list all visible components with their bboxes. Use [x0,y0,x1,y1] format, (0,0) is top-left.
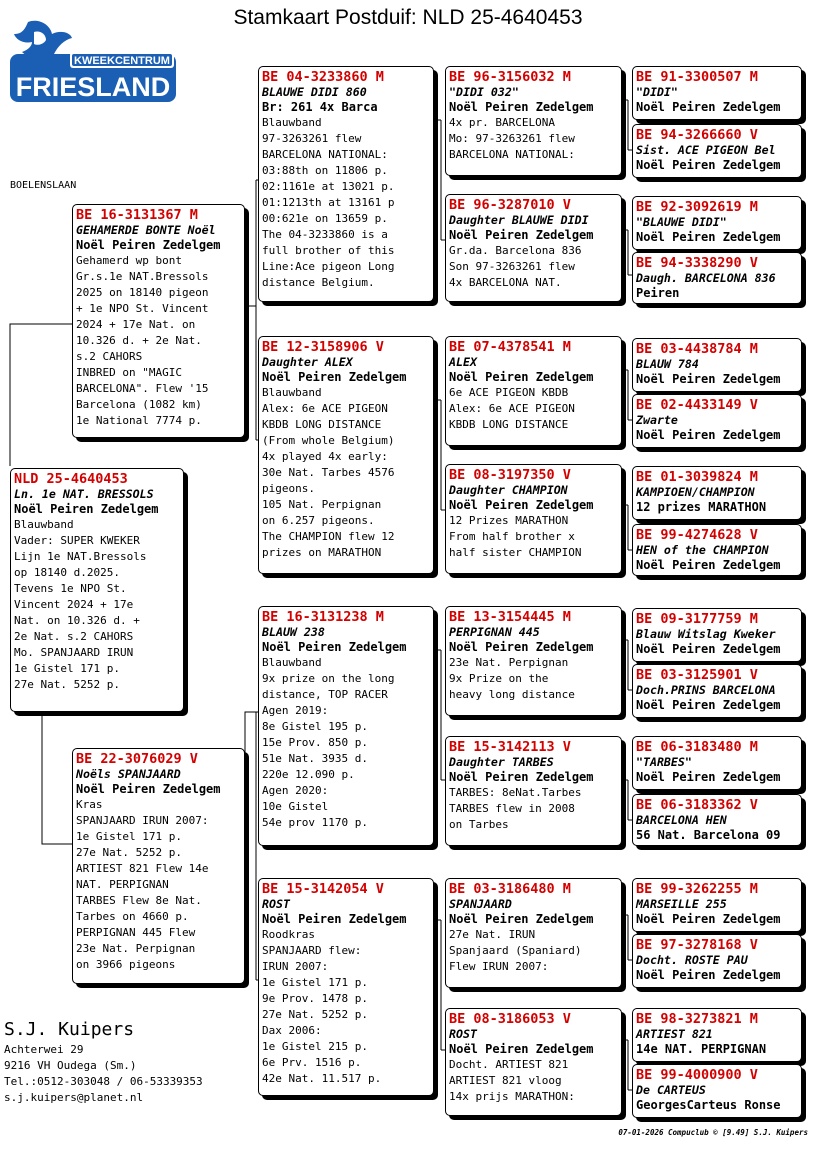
info-line: Vader: SUPER KWEKER [14,534,140,547]
info-line: KBDB LONG DISTANCE [262,418,382,431]
breeder: Noël Peiren Zedelgem [636,912,781,926]
info-line: full brother of this [262,244,395,257]
pigeon-card-g5[interactable] [632,338,802,392]
info-line: on 3966 pigeons [76,958,176,971]
info-line: (From whole Belgium) [262,434,395,447]
breeder: Noël Peiren Zedelgem [636,100,781,114]
info-line: Lijn 1e NAT.Bressols [14,550,147,563]
info-line: Nat. on 10.326 d. + [14,614,140,627]
info-line: From half brother x [449,530,575,543]
ring-number: BE 16-3131238 M [262,609,384,625]
info-line: Blauwband [262,656,322,669]
logo-line2: FRIESLAND [15,72,171,102]
pigeon-name: HEN of the CHAMPION [636,543,769,557]
info-line: Vincent 2024 + 17e [14,598,134,611]
pigeon-name: Ln. 1e NAT. BRESSOLS [14,487,154,501]
info-line: pigeons. [262,482,315,495]
ring-number: BE 96-3156032 M [449,69,571,85]
info-line: 03:88th on 11806 p. [262,164,388,177]
info-line: prizes on MARATHON [262,546,382,559]
info-line: Blauwband [14,518,74,531]
ring-number: BE 08-3186053 V [449,1011,571,1027]
ring-number: BE 03-3186480 M [449,881,571,897]
info-line: 02:1161e at 13021 p. [262,180,395,193]
pigeon-name: Daughter ALEX [262,355,353,369]
ring-number: BE 02-4433149 V [636,397,758,413]
info-line: 9x prize on the long [262,672,395,685]
ring-number: BE 06-3183480 M [636,739,758,755]
info-line: 51e Nat. 3935 d. [262,752,368,765]
ring-number: BE 96-3287010 V [449,197,571,213]
info-line: Dax 2006: [262,1024,322,1037]
pigeon-card-g10[interactable] [632,664,802,718]
info-line: The CHAMPION flew 12 [262,530,395,543]
breeder: Noël Peiren Zedelgem [262,912,407,926]
info-line: 8e Gistel 195 p. [262,720,368,733]
info-line: 4x played 4x early: [262,450,388,463]
breeder: Noël Peiren Zedelgem [636,372,781,386]
pigeon-card-g3[interactable] [632,196,802,250]
kweekcentrum-friesland-logo [10,16,176,102]
ring-number: BE 98-3273821 M [636,1011,758,1027]
ring-number: BE 16-3131367 M [76,207,198,223]
pigeon-name: GEHAMERDE BONTE Noël [76,223,216,237]
info-line: distance, TOP RACER [262,688,388,701]
info-line: Agen 2019: [262,704,329,717]
info-line: Mo: 97-3263261 flew [449,132,575,145]
breeder: Peiren [636,286,680,300]
pigeon-name: De CARTEUS [636,1083,706,1097]
ring-number: BE 08-3197350 V [449,467,571,483]
info-line: 54e prov 1170 p. [262,816,368,829]
pigeon-card-mother[interactable] [72,748,245,984]
info-line: TARBES: 8eNat.Tarbes [449,786,582,799]
breeder: Noël Peiren Zedelgem [636,428,781,442]
pigeon-card-fmm[interactable] [445,464,622,574]
info-line: 23e Nat. Perpignan [76,942,196,955]
info-line: Tevens 1e NPO St. [14,582,127,595]
pigeon-card-mm[interactable] [258,878,434,1096]
info-line: s.2 CAHORS [76,350,143,363]
pigeon-name: Blauw Witslag Kweker [636,627,776,641]
breeder: Noël Peiren Zedelgem [636,158,781,172]
owner-email[interactable]: s.j.kuipers@planet.nl [4,1091,144,1104]
breeder: GeorgesCarteus Ronse [636,1098,781,1112]
info-line: Kras [76,798,103,811]
info-line: 1e Gistel 171 p. [76,830,182,843]
pigeon-card-mmf[interactable] [445,878,622,988]
pigeon-name: Daugh. BARCELONA 836 [636,271,776,285]
pigeon-name: MARSEILLE 255 [636,897,727,911]
owner-name: S.J. Kuipers [4,1019,135,1040]
breeder: Noël Peiren Zedelgem [76,782,221,796]
owner-city: 9216 VH Oudega (Sm.) [4,1059,137,1072]
info-line: Gr.s.1e NAT.Bressols [76,270,209,283]
owner-phone: Tel.:0512-303048 / 06-53339353 [4,1075,203,1088]
info-line: 30e Nat. Tarbes 4576 [262,466,395,479]
pigeon-name: PERPIGNAN 445 [449,625,540,639]
info-line: 2024 + 17e Nat. on [76,318,196,331]
breeder: Noël Peiren Zedelgem [636,558,781,572]
pigeon-name: ALEX [449,355,477,369]
footer-credit: 07-01-2026 Compuclub © [9.49] S.J. Kuipers [618,1128,808,1137]
breeder: Noël Peiren Zedelgem [449,912,594,926]
pigeon-name: ROST [262,897,290,911]
breeder: Noël Peiren Zedelgem [449,1042,594,1056]
pigeon-card-g12[interactable] [632,794,802,846]
ring-number: BE 07-4378541 M [449,339,571,355]
ring-number: BE 01-3039824 M [636,469,758,485]
info-line: 23e Nat. Perpignan [449,656,569,669]
ring-number: BE 04-3233860 M [262,69,384,85]
pigeon-name: BLAUW 238 [262,625,325,639]
info-line: 1e Gistel 171 p. [262,976,368,989]
ring-number: BE 06-3183362 V [636,797,758,813]
ring-number: BE 92-3092619 M [636,199,758,215]
pigeon-name: Zwarte [636,413,678,427]
info-line: TARBES flew in 2008 [449,802,575,815]
info-line: Tarbes on 4660 p. [76,910,189,923]
info-line: Alex: 6e ACE PIGEON [449,402,575,415]
breeder: Noël Peiren Zedelgem [636,968,781,982]
loft-label: BOELENSLAAN [10,180,77,191]
info-line: 12 Prizes MARATHON [449,514,569,527]
info-line: Blauwband [262,386,322,399]
pigeon-card-subject[interactable] [10,468,184,712]
breeder: Noël Peiren Zedelgem [76,238,221,252]
info-line: TARBES Flew 8e Nat. [76,894,202,907]
info-line: 1e Gistel 171 p. [14,662,120,675]
pigeon-card-ff[interactable] [258,66,434,302]
breeder: Noël Peiren Zedelgem [449,498,594,512]
breeder: Noël Peiren Zedelgem [449,228,594,242]
info-line: 4x pr. BARCELONA [449,116,555,129]
info-line: 97-3263261 flew [262,132,362,145]
ring-number: BE 97-3278168 V [636,937,758,953]
ring-number: BE 99-3262255 M [636,881,758,897]
info-line: 220e 12.090 p. [262,768,355,781]
pigeon-name: ARTIEST 821 [636,1027,713,1041]
info-line: 9x Prize on the [449,672,549,685]
breeder: Noël Peiren Zedelgem [449,100,594,114]
pigeon-name: "TARBES" [636,755,692,769]
info-line: heavy long distance [449,688,575,701]
info-line: 105 Nat. Perpignan [262,498,382,511]
pigeon-card-g6[interactable] [632,394,802,448]
logo-line1: KWEEKCENTRUM [74,55,170,67]
pigeon-card-g15[interactable] [632,1008,802,1062]
info-line: on Tarbes [449,818,509,831]
ring-number: BE 22-3076029 V [76,751,198,767]
ring-number: NLD 25-4640453 [14,471,128,487]
breeder: Noël Peiren Zedelgem [262,370,407,384]
ring-number: BE 94-3338290 V [636,255,758,271]
pigeon-name: SPANJAARD [449,897,512,911]
info-line: Barcelona (1082 km) [76,398,202,411]
pigeon-name: BLAUWE DIDI 860 [262,85,367,99]
pigeon-name: KAMPIOEN/CHAMPION [636,485,755,499]
info-line: Mo. SPANJAARD IRUN [14,646,134,659]
pigeon-name: Docht. ROSTE PAU [636,953,748,967]
info-line: 2025 on 18140 pigeon [76,286,209,299]
info-line: 10e Gistel [262,800,329,813]
ring-number: BE 15-3142054 V [262,881,384,897]
info-line: 27e Nat. 5252 p. [76,846,182,859]
info-line: 14x prijs MARATHON: [449,1090,575,1103]
pigeon-name: Doch.PRINS BARCELONA [636,683,776,697]
pigeon-card-g4[interactable] [632,252,802,304]
info-line: Blauwband [262,116,322,129]
pigeon-card-g13[interactable] [632,878,802,932]
info-line: Line:Ace pigeon Long [262,260,395,273]
breeder: 14e NAT. PERPIGNAN [636,1042,767,1056]
breeder: 56 Nat. Barcelona 09 [636,828,781,842]
ring-number: BE 91-3300507 M [636,69,758,85]
info-line: BARCELONA NATIONAL: [449,148,575,161]
ring-number: BE 12-3158906 V [262,339,384,355]
ring-number: BE 09-3177759 M [636,611,758,627]
info-line: Gr.da. Barcelona 836 [449,244,582,257]
info-line: ARTIEST 821 vloog [449,1074,562,1087]
info-line: Docht. ARTIEST 821 [449,1058,569,1071]
ring-number: BE 99-4274628 V [636,527,758,543]
pigeon-name: "DIDI" [636,85,678,99]
pigeon-name: "DIDI 032" [449,85,519,99]
pigeon-card-g8[interactable] [632,524,802,576]
info-line: Alex: 6e ACE PIGEON [262,402,388,415]
pigeon-card-g1[interactable] [632,66,802,120]
info-line: 15e Prov. 850 p. [262,736,368,749]
pigeon-card-g7[interactable] [632,466,802,520]
breeder: Noël Peiren Zedelgem [449,370,594,384]
info-line: 1e Gistel 215 p. [262,1040,368,1053]
pigeon-name: BLAUW 784 [636,357,699,371]
info-line: INBRED on "MAGIC [76,366,182,379]
pigeon-card-g14[interactable] [632,934,802,988]
pigeon-name: ROST [449,1027,477,1041]
ring-number: BE 94-3266660 V [636,127,758,143]
info-line: 00:621e on 13659 p. [262,212,388,225]
info-line: SPANJAARD flew: [262,944,362,957]
info-line: BARCELONA". Flew '15 [76,382,209,395]
info-line: 1e National 7774 p. [76,414,202,427]
pigeon-name: Daughter BLAUWE DIDI [449,213,589,227]
info-line: half sister CHAMPION [449,546,582,559]
pigeon-name: Daughter TARBES [449,755,554,769]
info-line: 4x BARCELONA NAT. [449,276,562,289]
pigeon-card-fm[interactable] [258,336,434,574]
info-line: PERPIGNAN 445 Flew [76,926,196,939]
info-line: + 1e NPO St. Vincent [76,302,209,315]
info-line: 27e Nat. 5252 p. [262,1008,368,1021]
owner-block [4,1018,203,1106]
info-line: 27e Nat. 5252 p. [14,678,120,691]
pigeon-name: "BLAUWE DIDI" [636,215,727,229]
info-line: BARCELONA NATIONAL: [262,148,388,161]
ring-number: BE 03-4438784 M [636,341,758,357]
pigeon-card-g9[interactable] [632,608,802,662]
info-line: on 6.257 pigeons. [262,514,375,527]
info-line: Roodkras [262,928,315,941]
breeder: Noël Peiren Zedelgem [636,770,781,784]
logo-graphic [10,16,176,102]
info-line: distance Belgium. [262,276,375,289]
pigeon-card-ffm[interactable] [445,194,622,302]
pigeon-card-g11[interactable] [632,736,802,790]
info-line: NAT. PERPIGNAN [76,878,169,891]
breeder: Noël Peiren Zedelgem [449,770,594,784]
info-line: 27e Nat. IRUN [449,928,536,941]
info-line: 6e ACE PIGEON KBDB [449,386,569,399]
breeder: Br: 261 4x Barca [262,100,378,114]
info-line: 2e Nat. s.2 CAHORS [14,630,134,643]
page-title: Stamkaart Postduif: NLD 25-4640453 [233,6,583,29]
breeder: Noël Peiren Zedelgem [449,640,594,654]
owner-street: Achterwei 29 [4,1043,84,1056]
pigeon-card-g2[interactable] [632,124,802,178]
pigeon-card-fff[interactable] [445,66,622,176]
ring-number: BE 99-4000900 V [636,1067,758,1083]
info-line: 6e Prv. 1516 p. [262,1056,362,1069]
breeder: Noël Peiren Zedelgem [636,230,781,244]
pigeon-name: Sist. ACE PIGEON Bel [636,143,776,157]
info-line: 9e Prov. 1478 p. [262,992,368,1005]
info-line: Flew IRUN 2007: [449,960,549,973]
pigeon-card-mf[interactable] [258,606,434,846]
info-line: Agen 2020: [262,784,329,797]
info-line: 10.326 d. + 2e Nat. [76,334,202,347]
breeder: Noël Peiren Zedelgem [636,698,781,712]
pigeon-name: BARCELONA HEN [636,813,727,827]
info-line: 42e Nat. 11.517 p. [262,1072,382,1085]
pigeon-card-mff[interactable] [445,606,622,716]
ring-number: BE 15-3142113 V [449,739,571,755]
pigeon-name: Noëls SPANJAARD [76,767,181,781]
pigeon-name: Daughter CHAMPION [449,483,568,497]
info-line: SPANJAARD IRUN 2007: [76,814,209,827]
info-line: The 04-3233860 is a [262,228,388,241]
breeder: Noël Peiren Zedelgem [636,642,781,656]
pigeon-card-father[interactable] [72,204,245,438]
info-line: op 18140 d.2025. [14,566,120,579]
breeder: Noël Peiren Zedelgem [14,502,159,516]
info-line: Spanjaard (Spaniard) [449,944,582,957]
pigeon-card-mmm[interactable] [445,1008,622,1116]
breeder: 12 prizes MARATHON [636,500,767,514]
info-line: KBDB LONG DISTANCE [449,418,569,431]
breeder: Noël Peiren Zedelgem [262,640,407,654]
ring-number: BE 13-3154445 M [449,609,571,625]
info-line: ARTIEST 821 Flew 14e [76,862,209,875]
info-line: 01:1213th at 13161 p [262,196,395,209]
pigeon-card-mfm[interactable] [445,736,622,846]
info-line: Gehamerd wp bont [76,254,182,267]
info-line: IRUN 2007: [262,960,329,973]
pigeon-card-fmf[interactable] [445,336,622,446]
info-line: Son 97-3263261 flew [449,260,575,273]
pigeon-card-g16[interactable] [632,1064,802,1118]
ring-number: BE 03-3125901 V [636,667,758,683]
